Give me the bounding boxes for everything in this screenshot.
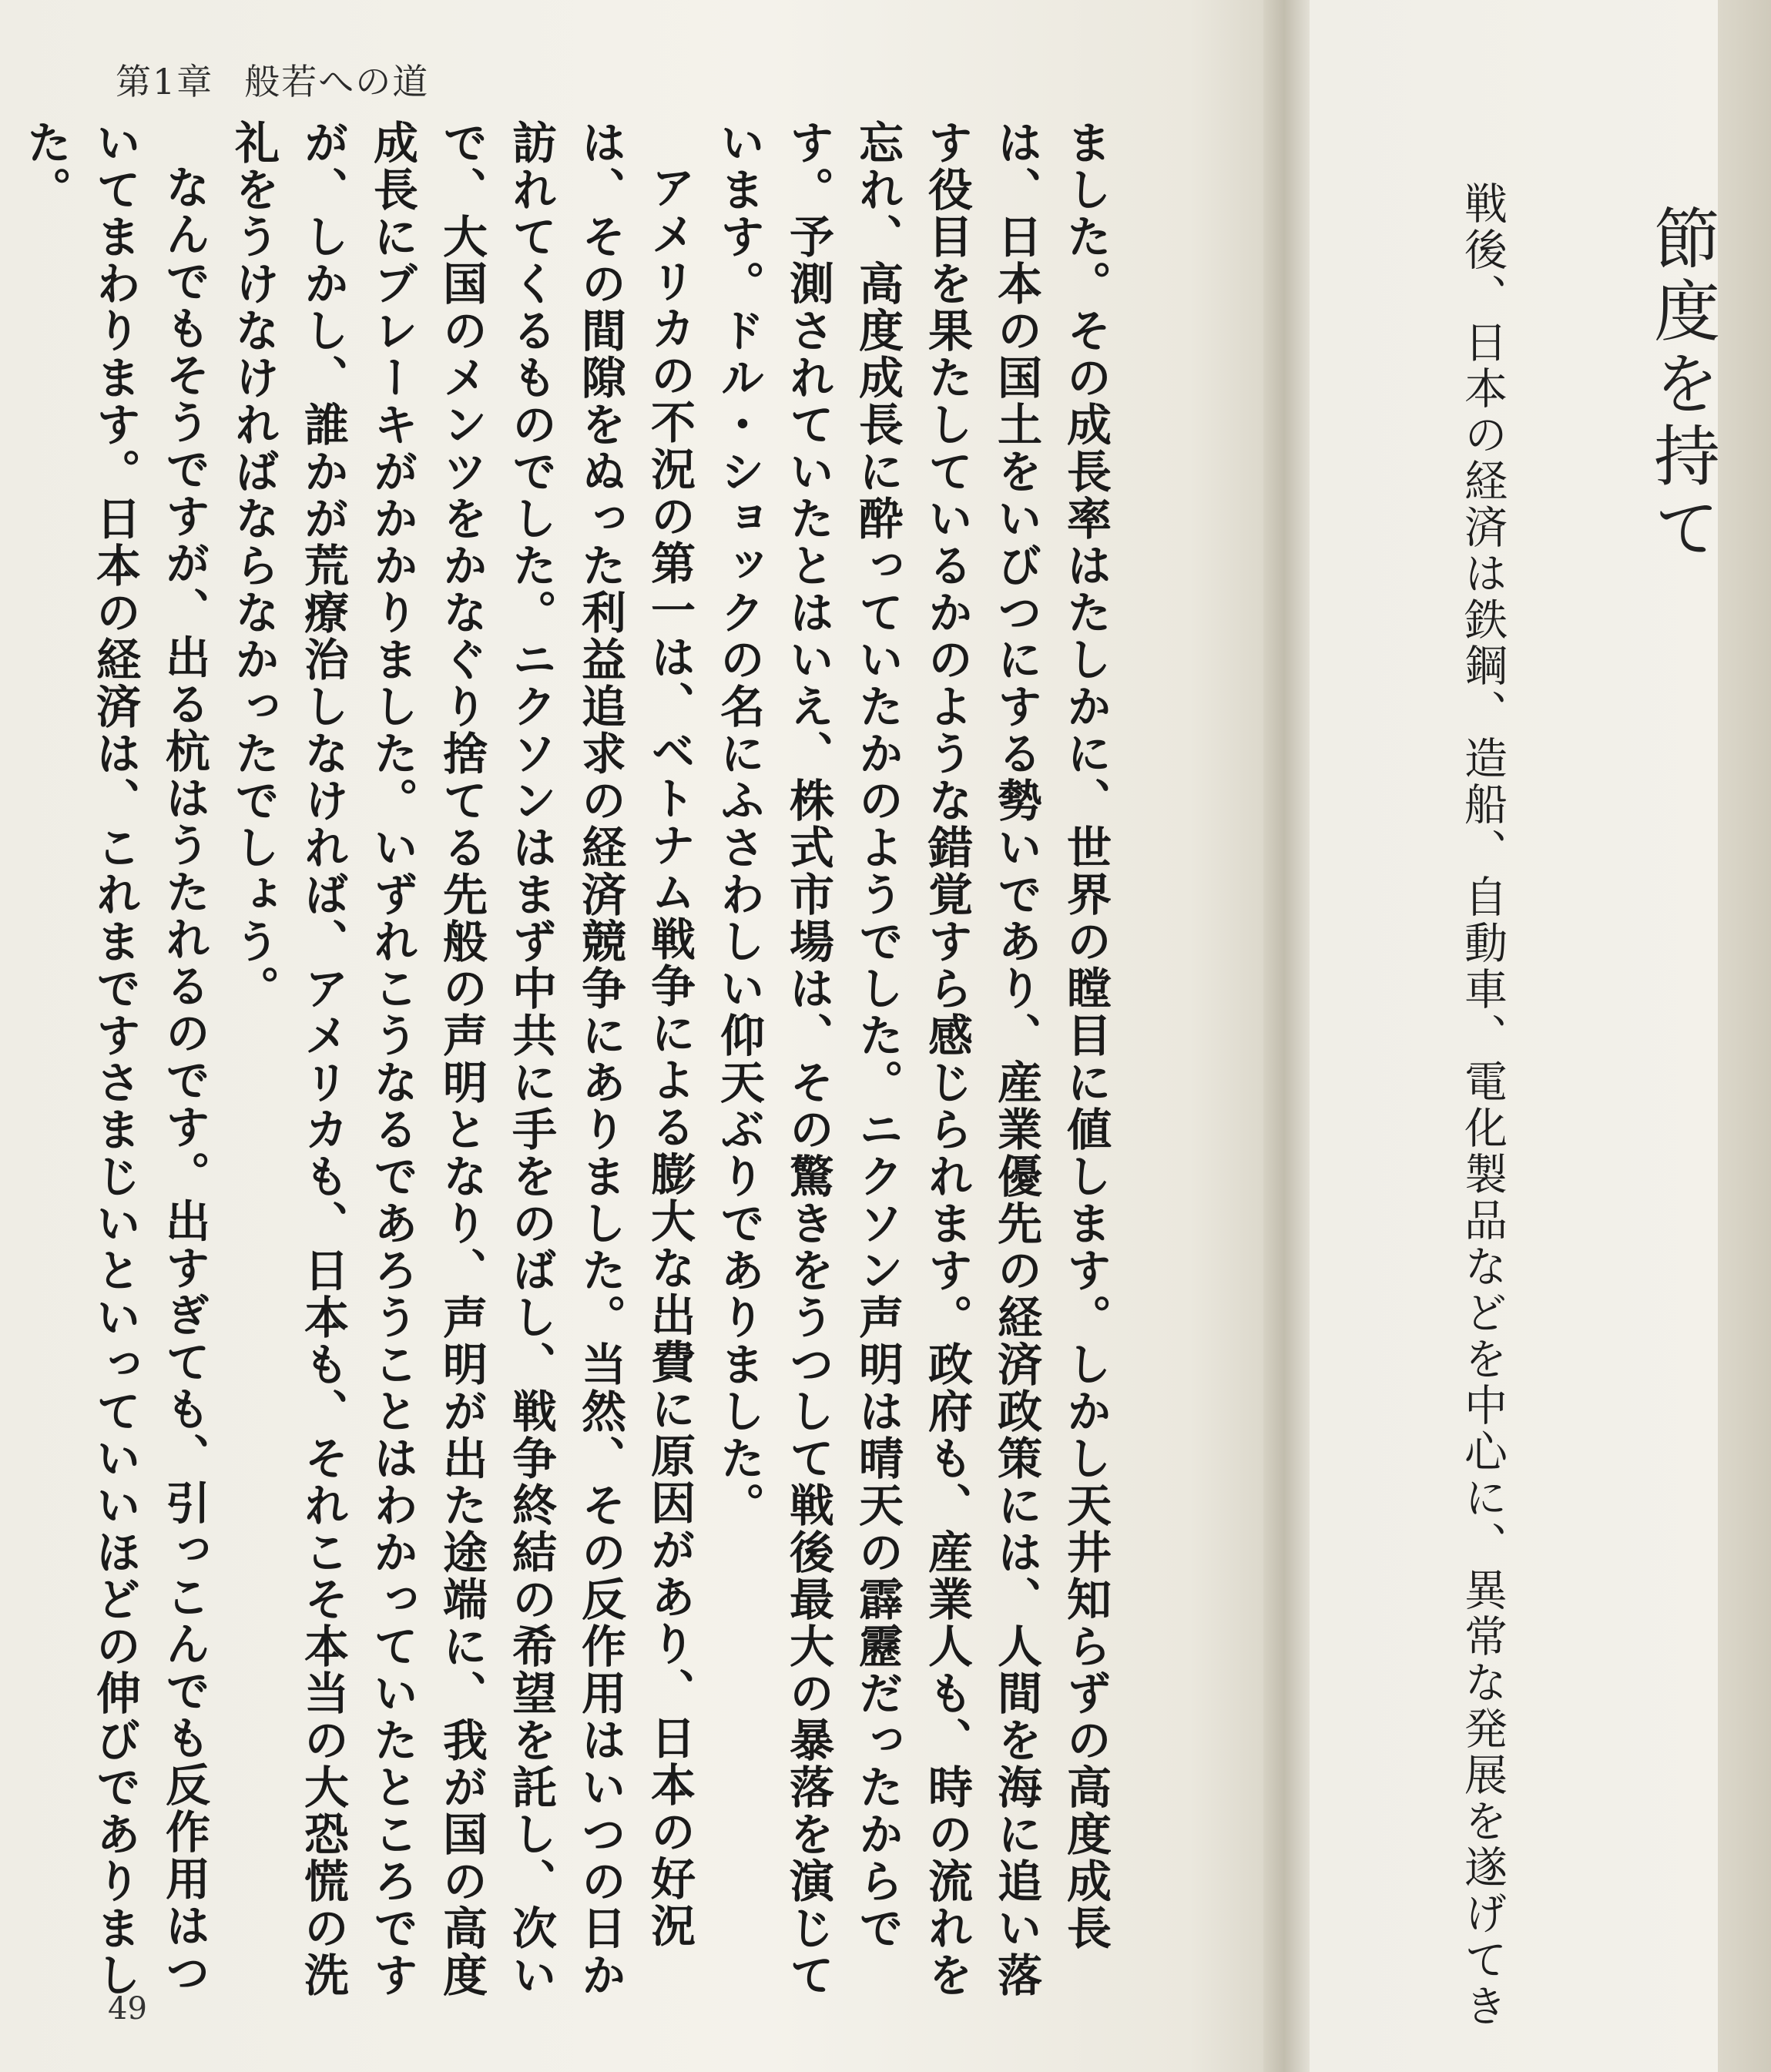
paragraph: なんでもそうですが、出る杭はうたれるのです。出すぎても、引っこんでも反作用はついてまわります。日本の経済は、これまですさまじいといっていいほどの伸びでありました。 <box>19 119 210 1999</box>
paragraph: アメリカの不況の第一は、ベトナム戦争による膨大な出費に原因があり、日本の好況は、その間隙をぬった利益追求の経済競争にありました。当然、その反作用はいつの日か訪れてくるものでした。ニクソンはまず中共に手をのばし、戦争終結の希望を託し、次いで、大国のメンツをかなぐり捨てる先般の声明となり、声明が出た途端に、我が国の高度成長にブレーキがかかりました。いずれこうなるであろうことはわかっていたところですが、しかし、誰かが荒療治しなければ、アメリカも、日本も、それこそ本当の大恐慌の洗礼をうけなければならなかったでしょう。 <box>227 119 696 1999</box>
chapter-title: 般若への道 <box>244 61 430 102</box>
page-number: 49 <box>108 1991 147 2027</box>
chapter-number: 第1章 <box>116 61 214 102</box>
section-heading: 節度を持て <box>1642 204 1719 566</box>
book-gutter <box>1263 0 1310 2072</box>
body-text <box>11 119 1120 2014</box>
paragraph: ました。その成長率はたしかに、世界の瞠目に値します。しかし天井知らずの高度成長は、日本の国土をいびつにする勢いであり、産業優先の経済政策には、人間を海に追い落す役目を果たしているかのような錯覚すら感じられます。政府も、産業人も、時の流れを忘れ、高度成長に酔っていたかのようでした。ニクソン声明は晴天の霹靂だったからです。予測されていたとはいえ、株式市場は、その驚きをうつして戦後最大の暴落を演じています。ドル・ショックの名にふさわしい仰天ぶりでありました。 <box>713 119 1112 1999</box>
running-head <box>116 54 429 105</box>
section-intro-text: 戦後、日本の経済は鉄鋼、造船、自動車、電化製品などを中心に、異常な発展を遂げてき <box>1457 181 1508 2030</box>
